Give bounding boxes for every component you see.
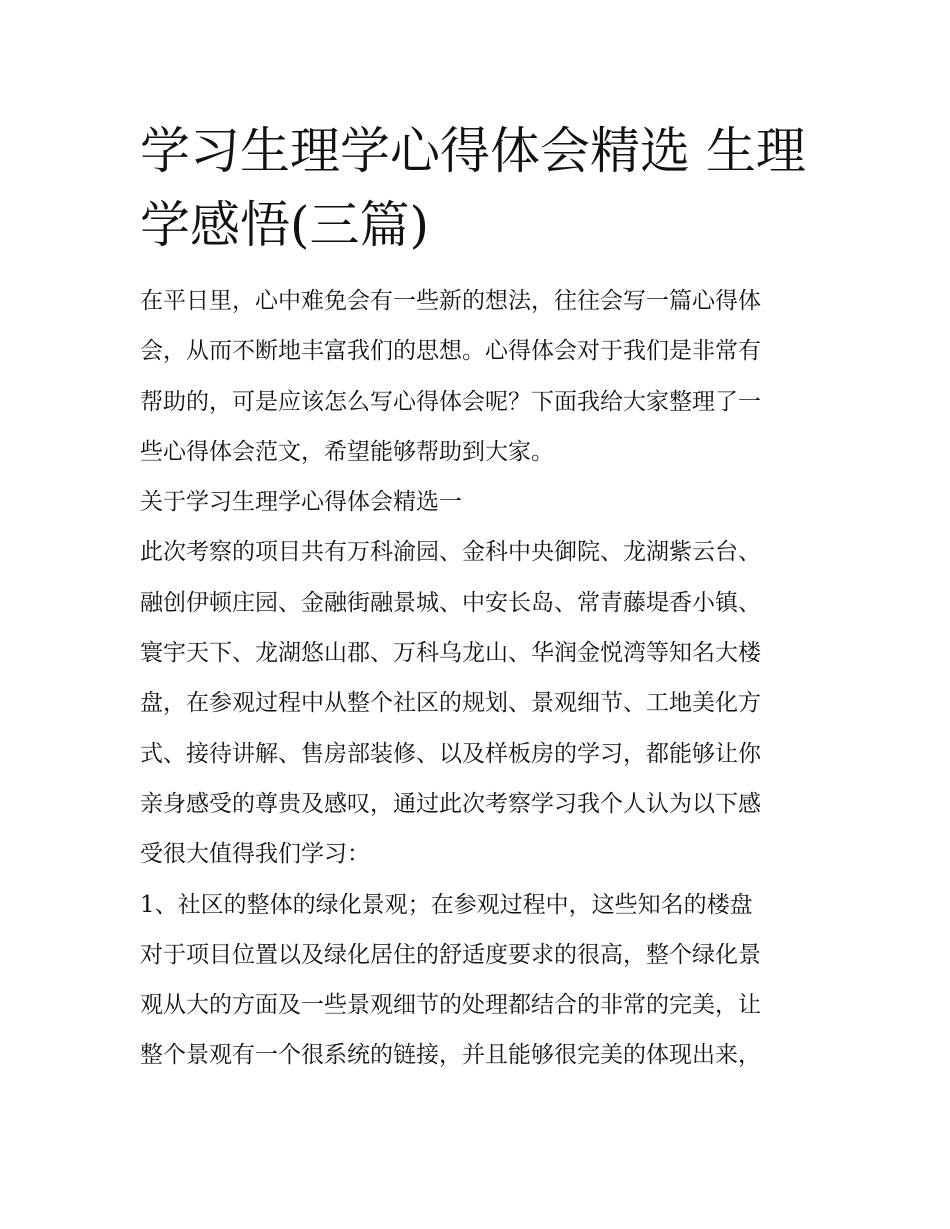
- text-line: 帮助的，可是应该怎么写心得体会呢？下面我给大家整理了一: [140, 388, 761, 415]
- text-line: 此次考察的项目共有万科渝园、金科中央御院、龙湖紫云台、: [140, 539, 761, 566]
- text-line: 融创伊顿庄园、金融街融景城、中安长岛、常青藤堤香小镇、: [140, 589, 761, 616]
- text-line: 亲身感受的尊贵及感叹，通过此次考察学习我个人认为以下感: [140, 790, 761, 817]
- text-line: 盘，在参观过程中从整个社区的规划、景观细节、工地美化方: [140, 690, 761, 717]
- text-line: 受很大值得我们学习：: [140, 841, 370, 868]
- text-line: 1、社区的整体的绿化景观；在参观过程中，这些知名的楼盘: [140, 891, 753, 918]
- text-line: 在平日里，心中难免会有一些新的想法，往往会写一篇心得体: [140, 288, 761, 314]
- title-line: 学习生理学心得体会精选 生理: [140, 122, 806, 180]
- text-line: 观从大的方面及一些景观细节的处理都结合的非常的完美，让: [140, 992, 761, 1019]
- document-title: [140, 114, 820, 262]
- text-line: 会，从而不断地丰富我们的思想。心得体会对于我们是非常有: [140, 338, 761, 365]
- intro-paragraph: [140, 276, 820, 477]
- list-paragraph: [140, 880, 820, 1081]
- title-line: 学感悟(三篇): [140, 196, 430, 254]
- body-paragraph: [140, 527, 820, 879]
- document-content: [140, 114, 820, 1081]
- text-line: 对于项目位置以及绿化居住的舒适度要求的很高，整个绿化景: [140, 941, 761, 968]
- document-body: [140, 276, 820, 1081]
- text-line: 式、接待讲解、售房部装修、以及样板房的学习，都能够让你: [140, 740, 761, 767]
- section-heading: [140, 477, 820, 527]
- text-line: 整个景观有一个很系统的链接，并且能够很完美的体现出来，: [140, 1042, 761, 1069]
- text-line: 些心得体会范文，希望能够帮助到大家。: [140, 438, 554, 465]
- text-line: 寰宇天下、龙湖悠山郡、万科乌龙山、华润金悦湾等知名大楼: [140, 640, 761, 667]
- text-line: 关于学习生理学心得体会精选一: [140, 489, 462, 516]
